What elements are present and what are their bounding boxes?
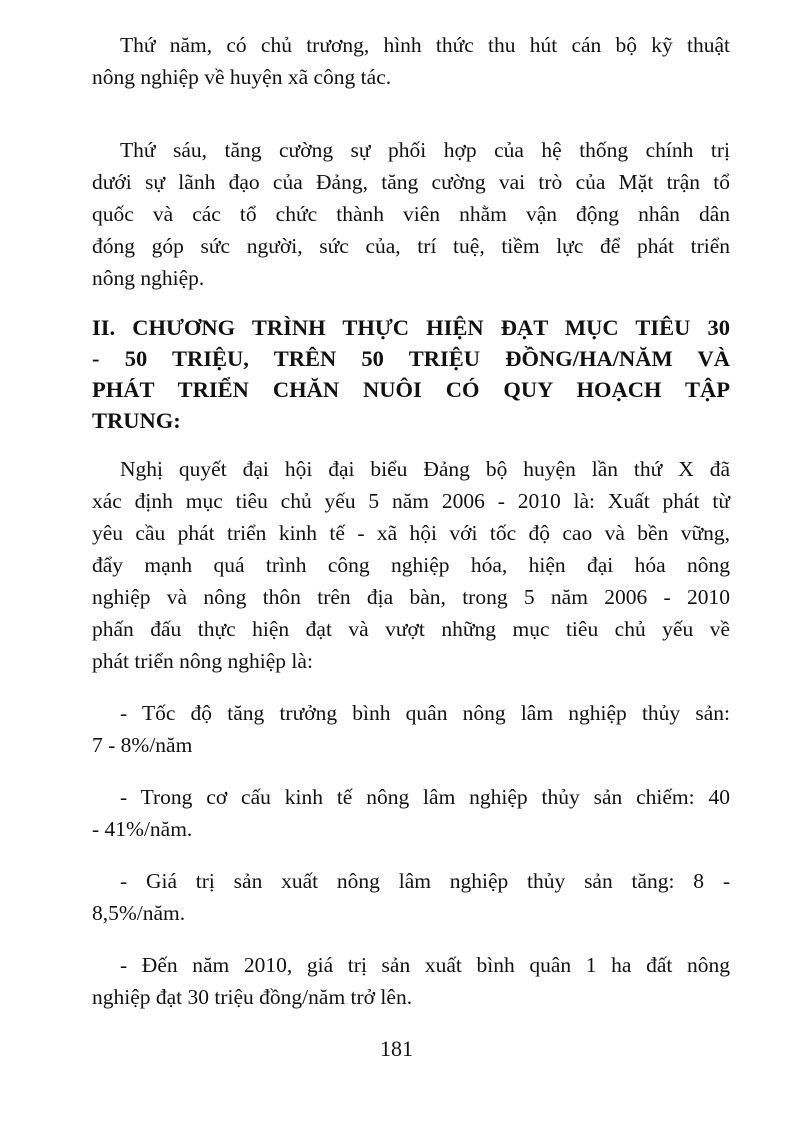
document-page [92, 29, 730, 1033]
text-line: 8,5%/năm. [92, 901, 186, 925]
page-number: 181 [380, 1036, 413, 1061]
text-line: nghiệp và nông thôn trên địa bàn, trong 5 năm 2006 - 2010 [92, 585, 730, 609]
text-line: - Trong cơ cấu kinh tế nông lâm nghiệp thủy sản chiếm: 40 [120, 785, 730, 809]
text-line: - Giá trị sản xuất nông lâm nghiệp thủy sản tăng: 8 - [120, 869, 730, 893]
text-line: nông nghiệp. [92, 266, 205, 290]
text-line: phát triển nông nghiệp là: [92, 649, 313, 673]
text-line: Thứ năm, có chủ trương, hình thức thu hút cán bộ kỹ thuật [120, 33, 730, 57]
text-line: PHÁT TRIỂN CHĂN NUÔI CÓ QUY HOẠCH TẬP [92, 377, 730, 402]
text-line: nông nghiệp về huyện xã công tác. [92, 65, 392, 89]
text-line: yêu cầu phát triển kinh tế - xã hội với tốc độ cao và bền vững, [92, 521, 730, 545]
text-line: 7 - 8%/năm [92, 733, 193, 757]
paragraph-resolution [92, 453, 730, 677]
text-line: phấn đấu thực hiện đạt và vượt những mục tiêu chủ yếu về [92, 617, 730, 641]
text-line: Thứ sáu, tăng cường sự phối hợp của hệ thống chính trị [120, 138, 730, 162]
text-line: - 50 TRIỆU, TRÊN 50 TRIỆU ĐỒNG/HA/NĂM VÀ [92, 346, 730, 371]
text-line: nghiệp đạt 30 triệu đồng/năm trở lên. [92, 985, 413, 1009]
text-line: - Đến năm 2010, giá trị sản xuất bình quân 1 ha đất nông [120, 953, 730, 977]
text-line: - Tốc độ tăng trưởng bình quân nông lâm nghiệp thủy sản: [120, 701, 730, 725]
text-line: quốc và các tổ chức thành viên nhằm vận động nhân dân [92, 202, 730, 226]
text-line: đẩy mạnh quá trình công nghiệp hóa, hiện đại hóa nông [92, 553, 730, 577]
text-line: TRUNG: [92, 408, 181, 433]
bullet-economic-structure [92, 781, 730, 845]
text-line: đóng góp sức người, sức của, trí tuệ, tiềm lực để phát triển [92, 234, 730, 258]
text-line: - 41%/năm. [92, 817, 193, 841]
bullet-production-value [92, 865, 730, 929]
text-line: Nghị quyết đại hội đại biểu Đảng bộ huyện lần thứ X đã [120, 457, 730, 481]
text-line: xác định mục tiêu chủ yếu 5 năm 2006 - 2010 là: Xuất phát từ [92, 489, 730, 513]
bullet-value-per-ha [92, 949, 730, 1013]
section-heading [92, 312, 730, 436]
bullet-growth-rate [92, 697, 730, 761]
paragraph-fifth-point [92, 29, 730, 93]
text-line: II. CHƯƠNG TRÌNH THỰC HIỆN ĐẠT MỤC TIÊU 30 [92, 315, 730, 340]
text-line: dưới sự lãnh đạo của Đảng, tăng cường vai trò của Mặt trận tổ [92, 170, 730, 194]
paragraph-sixth-point [92, 134, 730, 294]
